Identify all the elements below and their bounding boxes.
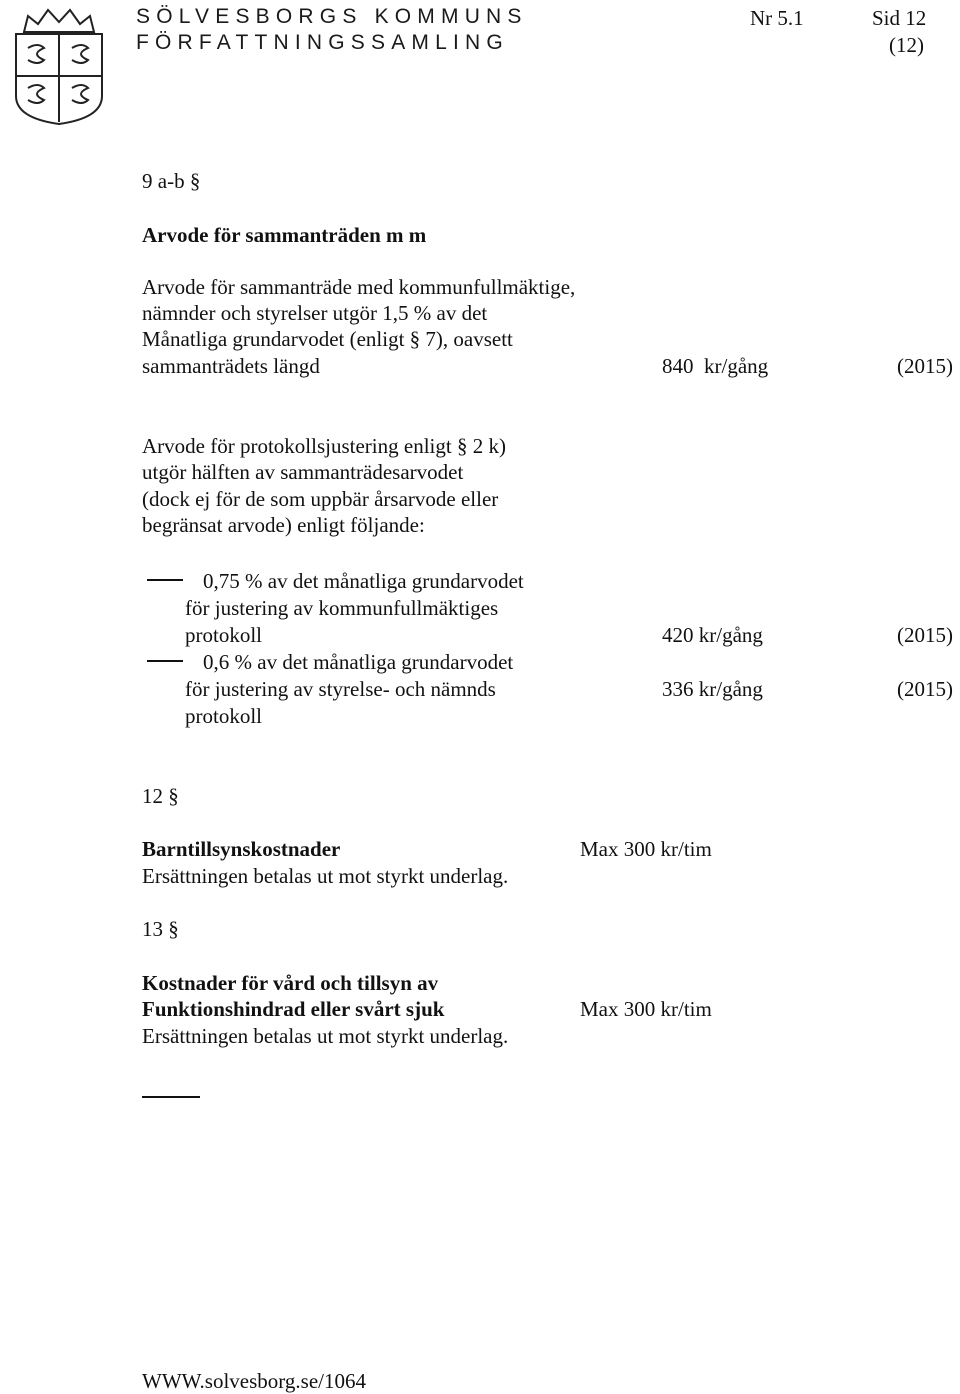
section-heading: Barntillsynskostnader xyxy=(142,837,341,861)
list-dash xyxy=(147,579,183,581)
section-heading: Arvode för sammanträden m m xyxy=(142,223,427,247)
org-name-line2: FÖRFATTNINGSSAMLING xyxy=(136,31,509,54)
max-amount: Max 300 kr/tim xyxy=(580,997,712,1021)
body-line: Arvode för protokollsjustering enligt § 2 k) xyxy=(142,434,506,458)
paragraph-ref-12: 12 § xyxy=(142,784,179,808)
body-line: Månatliga grundarvodet (enligt § 7), oavsett xyxy=(142,327,513,351)
document-number: Nr 5.1 xyxy=(750,6,804,30)
body-line: Ersättningen betalas ut mot styrkt underlag. xyxy=(142,1024,509,1048)
end-rule xyxy=(142,1096,200,1098)
fee-amount: 840 kr/gång xyxy=(662,354,769,378)
max-amount: Max 300 kr/tim xyxy=(580,837,712,861)
footer-url[interactable]: WWW.solvesborg.se/1064 xyxy=(142,1369,366,1393)
body-line: Arvode för sammanträde med kommunfullmäktige, xyxy=(142,275,576,299)
page-total: (12) xyxy=(889,33,924,57)
fee-amount: 420 kr/gång xyxy=(662,623,763,647)
paragraph-ref-13: 13 § xyxy=(142,917,179,941)
org-name-line1: SÖLVESBORGS KOMMUNS xyxy=(136,5,528,28)
coat-of-arms-icon xyxy=(6,4,112,126)
list-item-line: för justering av kommunfullmäktiges xyxy=(185,596,499,620)
body-line: Ersättningen betalas ut mot styrkt underlag. xyxy=(142,864,509,888)
section-heading: Funktionshindrad eller svårt sjuk xyxy=(142,997,445,1021)
body-line: sammanträdets längd xyxy=(142,354,320,378)
list-item-line: 0,6 % av det månatliga grundarvodet xyxy=(203,650,514,674)
fee-amount: 336 kr/gång xyxy=(662,677,763,701)
body-line: utgör hälften av sammanträdesarvodet xyxy=(142,460,464,484)
list-item-line: protokoll xyxy=(185,704,262,728)
body-line: nämnder och styrelser utgör 1,5 % av det xyxy=(142,301,488,325)
list-item-line: protokoll xyxy=(185,623,262,647)
list-item-line: för justering av styrelse- och nämnds xyxy=(185,677,496,701)
section-heading: Kostnader för vård och tillsyn av xyxy=(142,971,439,995)
fee-year: (2015) xyxy=(897,677,953,701)
body-line: (dock ej för de som uppbär årsarvode eller xyxy=(142,487,499,511)
fee-year: (2015) xyxy=(897,623,953,647)
paragraph-ref-9ab: 9 a-b § xyxy=(142,169,201,193)
body-line: begränsat arvode) enligt följande: xyxy=(142,513,425,537)
page-label: Sid 12 xyxy=(872,6,927,30)
list-item-line: 0,75 % av det månatliga grundarvodet xyxy=(203,569,524,593)
fee-year: (2015) xyxy=(897,354,953,378)
list-dash xyxy=(147,660,183,662)
